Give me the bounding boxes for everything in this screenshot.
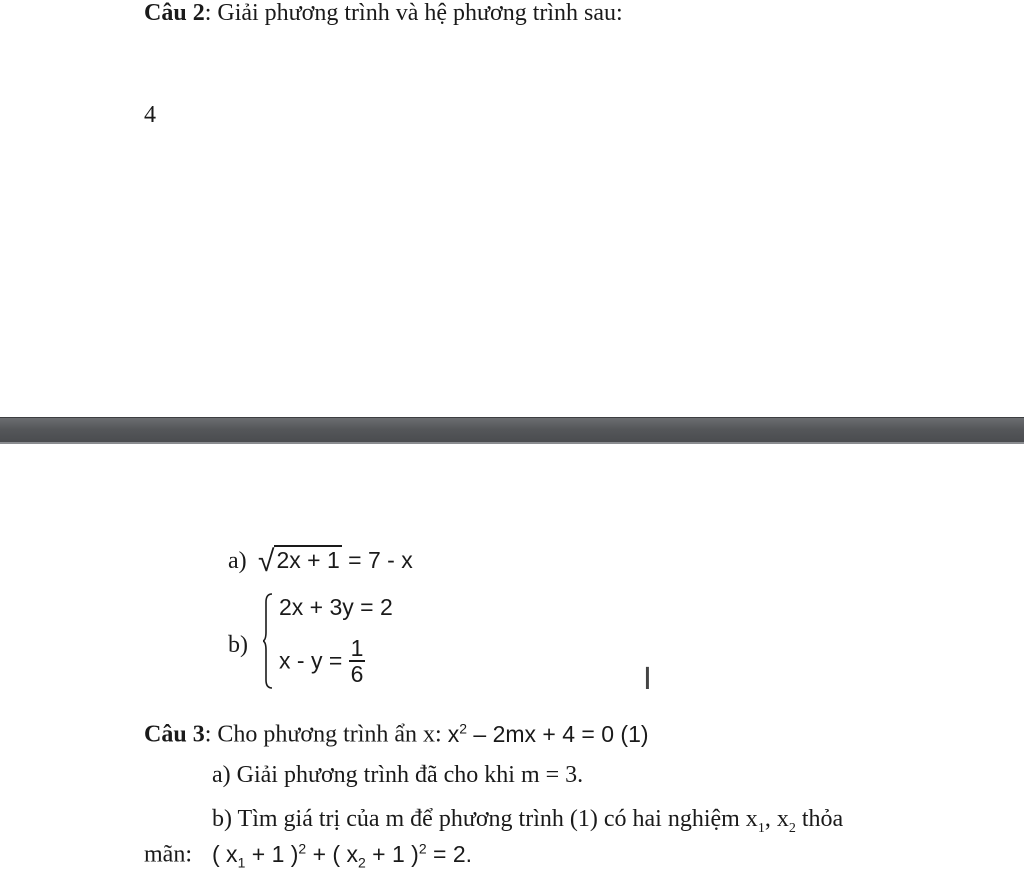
page-number: 4 (144, 102, 156, 128)
part-a-label: a) (228, 548, 247, 574)
radical-sign: √ (258, 545, 275, 578)
expr-part: + 1 ) (365, 840, 419, 867)
part-a-rhs: = 7 - x (348, 547, 413, 573)
expr-sup: 2 (298, 840, 307, 856)
expr-part: + 1 ) (245, 840, 299, 867)
radicand: 2x + 1 (276, 547, 340, 573)
question-number: 2 (192, 0, 205, 26)
question-label: Câu (144, 0, 187, 26)
item-b-mid: , x (764, 806, 789, 832)
part-a-equation (258, 545, 413, 579)
fraction-denominator: 6 (350, 661, 364, 687)
expr-part: = 2. (426, 840, 473, 867)
system-equation-2 (279, 636, 365, 686)
part-b-label: b) (228, 632, 248, 658)
condition-expression (212, 840, 473, 870)
condition-label: mãn: (144, 841, 192, 868)
expr-sub: 2 (357, 854, 366, 870)
item-b-text: b) Tìm giá trị của m để phương trình (1) có hai nghiệm x (212, 806, 758, 832)
question-text: : Giải phương trình và hệ phương trình sau: (204, 0, 623, 26)
question-text: : Cho phương trình ẩn x: (204, 721, 448, 748)
subscript-1: 1 (757, 820, 765, 836)
question-3-item-b-line1 (212, 806, 992, 837)
fraction-numerator: 1 (350, 635, 364, 661)
question-3-heading (144, 720, 649, 749)
fraction (349, 636, 366, 686)
question-3-item-a: a) Giải phương trình đã cho khi m = 3. (212, 762, 584, 788)
system-brace (263, 592, 273, 690)
square-root (258, 545, 342, 579)
question-3-item-b-line2 (144, 840, 472, 870)
question-label: Câu (144, 721, 187, 748)
eq-exponent: 2 (459, 720, 468, 736)
page-divider (0, 417, 1024, 444)
question-2-heading (144, 0, 623, 27)
question-number: 3 (192, 721, 205, 748)
item-b-end: thỏa (795, 806, 844, 832)
eq-rest: – 2mx + 4 = 0 (1) (467, 720, 649, 747)
eq-var: x (447, 720, 460, 747)
text-cursor-icon: I (643, 662, 652, 697)
expr-part: + ( x (306, 840, 358, 867)
eq2-lhs: x - y = (279, 647, 343, 674)
expr-sup: 2 (418, 840, 427, 856)
subscript-2: 2 (788, 820, 796, 836)
expr-part: ( x (212, 840, 238, 867)
expr-sub: 1 (237, 854, 246, 870)
equation (448, 721, 649, 747)
system-equation-1: 2x + 3y = 2 (279, 594, 393, 620)
